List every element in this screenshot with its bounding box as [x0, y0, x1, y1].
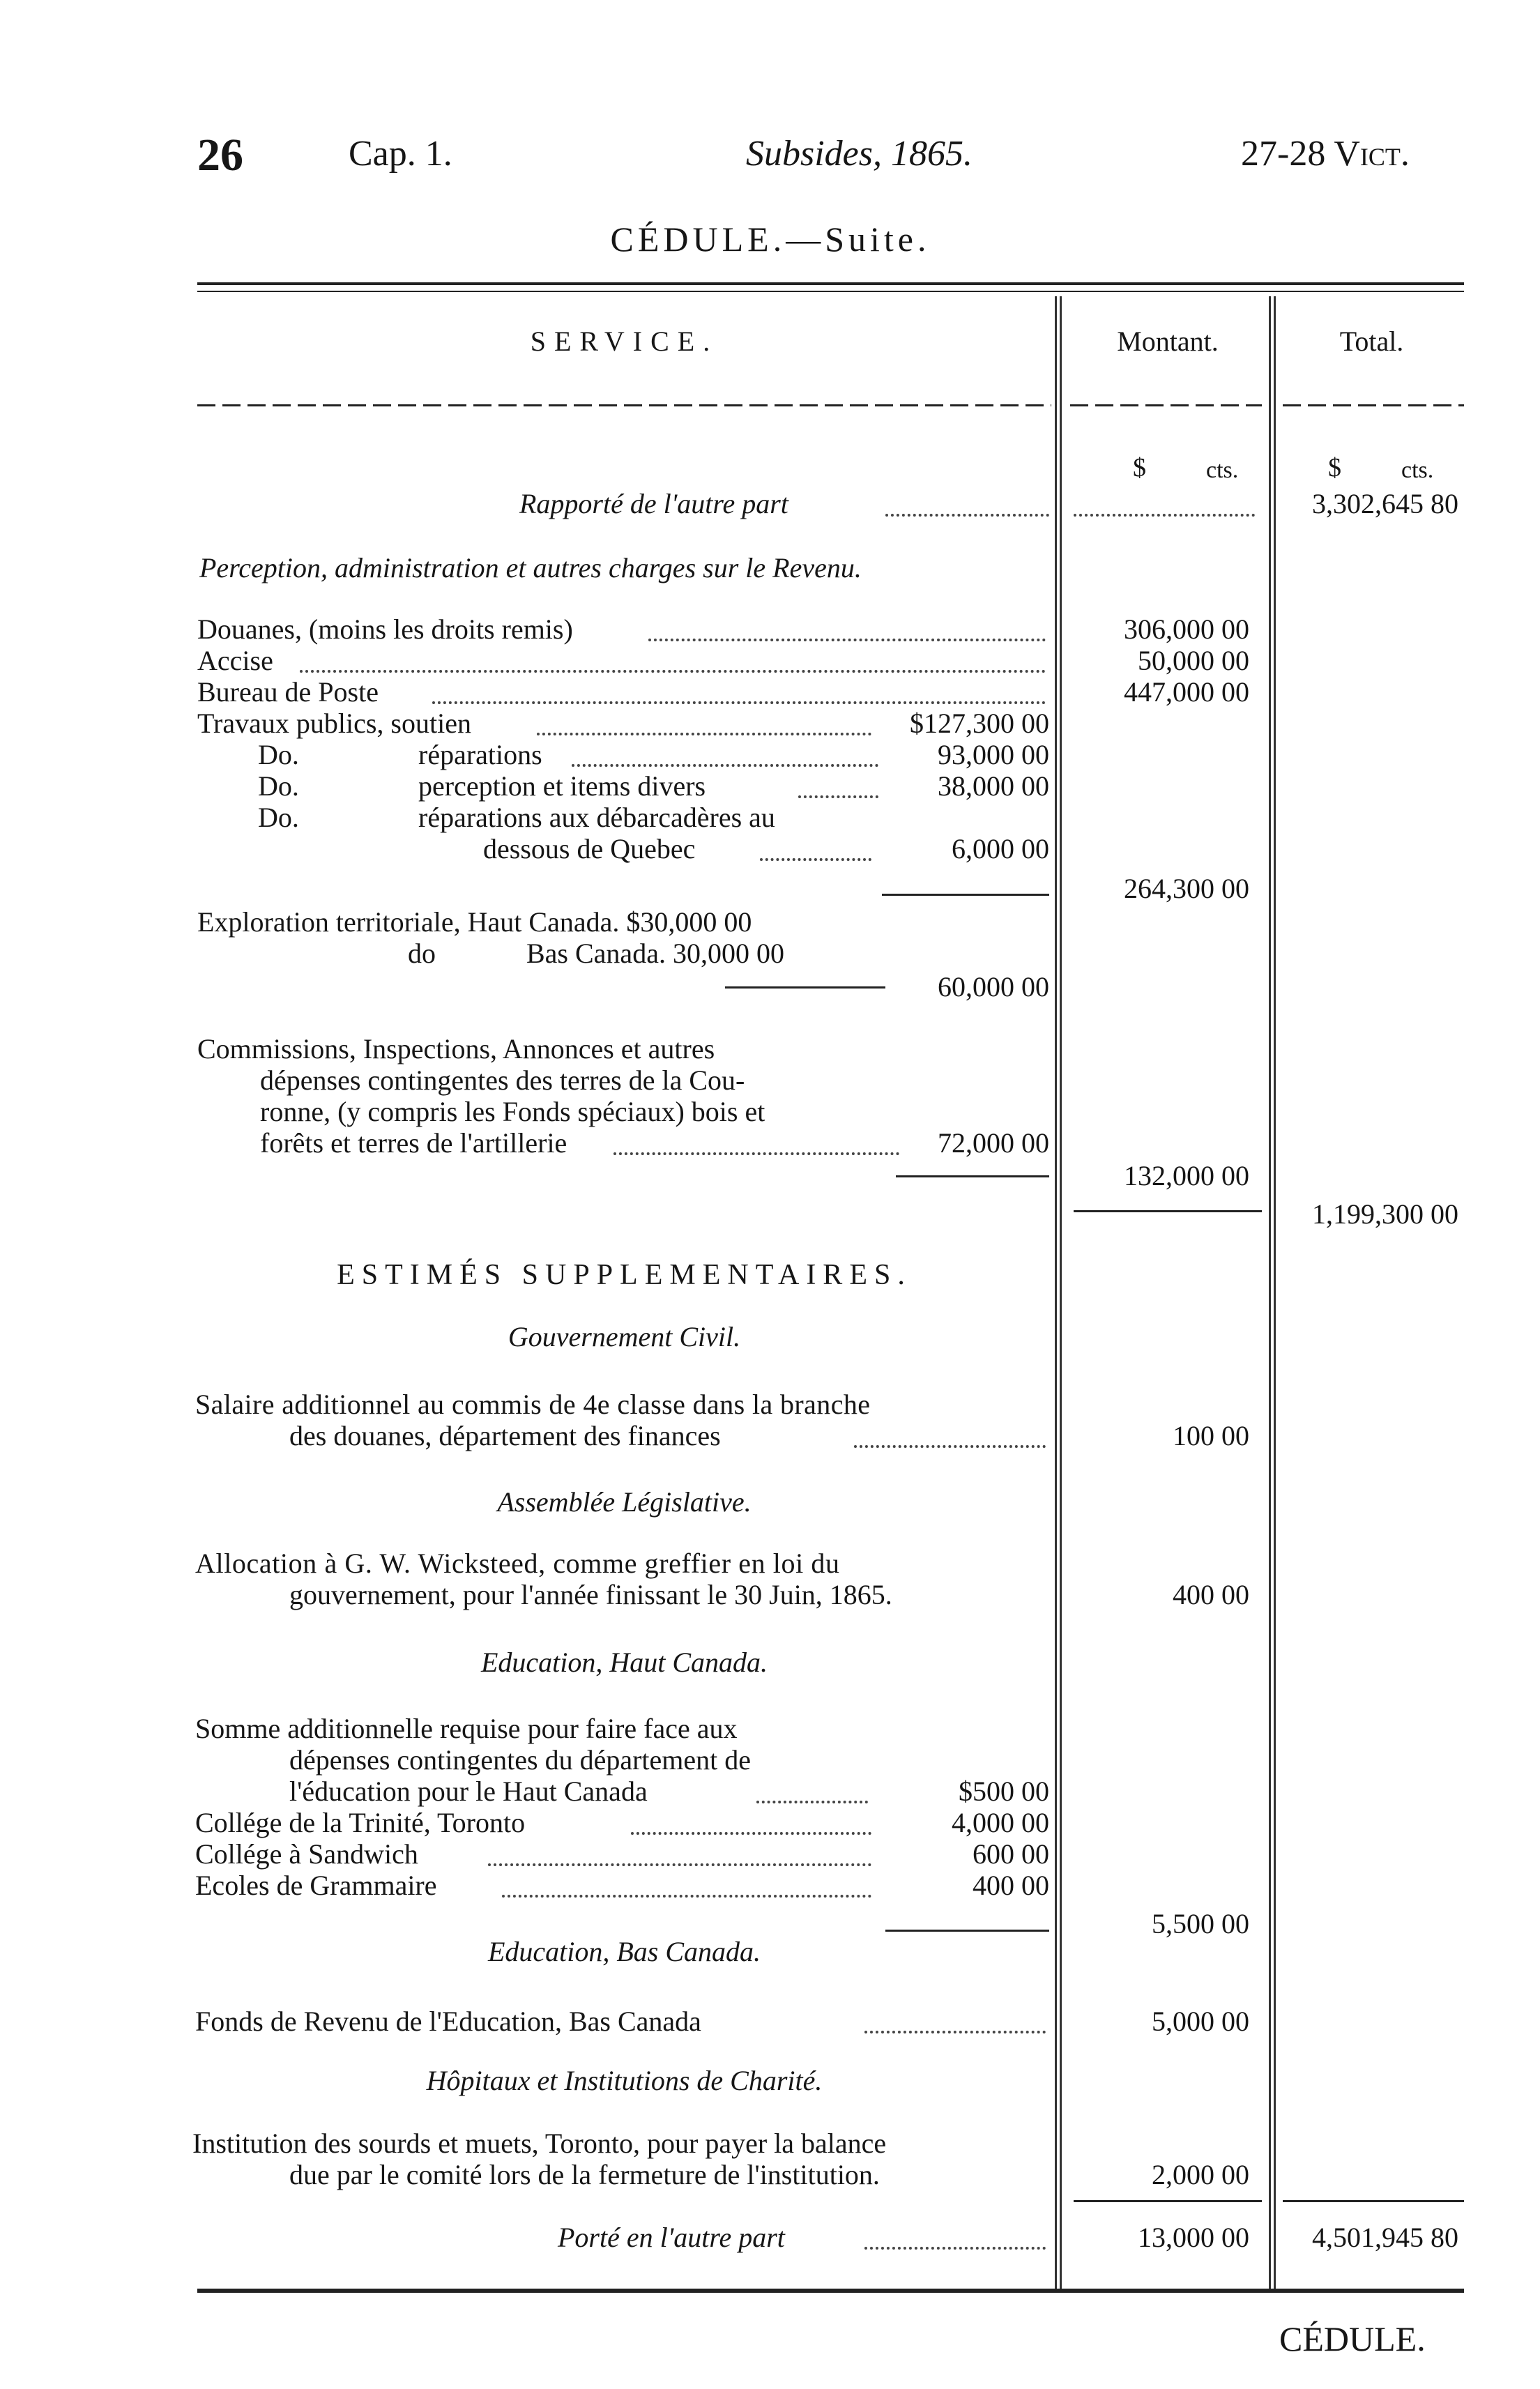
travaux-line-1-amount: $127,300 00	[910, 708, 1049, 739]
commissions-line-3: ronne, (y compris les Fonds spéciaux) bois et	[260, 1096, 765, 1127]
header-rule-service	[197, 404, 1051, 406]
hopitaux-line-2: due par le comité lors de la fermeture de l'institution.	[289, 2159, 880, 2190]
travaux-line-4-amount: 6,000 00	[952, 833, 1049, 864]
travaux-line-4-cont: dessous de Quebec	[483, 833, 696, 864]
education-hc-item-trinite-amount: 4,000 00	[952, 1807, 1049, 1838]
education-hc-rule	[885, 1930, 1049, 1932]
commissions-montant: 132,000 00	[1124, 1160, 1249, 1191]
carried-forward-montant: 13,000 00	[1138, 2222, 1249, 2253]
column-header-service: SERVICE.	[530, 326, 719, 357]
education-hc-item-grammaire: Ecoles de Grammaire	[195, 1870, 437, 1901]
column-divider-service	[1055, 296, 1057, 2290]
education-hc-montant: 5,500 00	[1152, 1908, 1249, 1939]
perception-item-poste: Bureau de Poste	[197, 676, 379, 708]
brought-forward-label: Rapporté de l'autre part	[519, 488, 788, 519]
education-bc-line-1: Fonds de Revenu de l'Education, Bas Canada	[195, 2006, 701, 2037]
hopitaux-line-1: Institution des sourds et muets, Toronto, pour payer la balance	[192, 2128, 887, 2159]
carried-forward-total: 4,501,945 80	[1312, 2222, 1458, 2253]
header-title: Subsides, 1865.	[746, 134, 973, 174]
schedule-title: CÉDULE.—Suite.	[610, 220, 931, 259]
top-rule	[197, 282, 1464, 285]
column-header-montant: Montant.	[1117, 326, 1219, 357]
perception-item-douanes-montant: 306,000 00	[1124, 613, 1249, 645]
commissions-rule	[896, 1175, 1049, 1177]
travaux-line-1: Travaux publics, soutien	[197, 708, 471, 739]
commissions-line-2: dépenses contingentes des terres de la Cou-	[260, 1064, 745, 1096]
carried-forward-rule-montant	[1074, 2200, 1262, 2202]
education-hc-item-sandwich: Collége à Sandwich	[195, 1838, 418, 1870]
education-hc-line-3-amount: $500 00	[959, 1776, 1049, 1807]
chapter-label: Cap. 1.	[349, 134, 452, 174]
header-rule-total	[1283, 404, 1464, 406]
travaux-line-4-prefix: Do.	[258, 802, 299, 833]
carried-forward-label: Porté en l'autre part	[558, 2222, 785, 2253]
travaux-line-4: réparations aux débarcadères au	[418, 802, 775, 833]
education-hc-line-3: l'éducation pour le Haut Canada	[289, 1776, 648, 1807]
assemblee-line-2: gouvernement, pour l'année finissant le 30 Juin, 1865.	[289, 1579, 892, 1610]
commissions-line-1: Commissions, Inspections, Annonces et autres	[197, 1033, 715, 1064]
perception-item-accise: Accise	[197, 645, 273, 676]
education-hc-item-sandwich-amount: 600 00	[973, 1838, 1049, 1870]
travaux-line-2-amount: 93,000 00	[938, 739, 1049, 770]
gouvernement-civil-montant: 100 00	[1173, 1420, 1249, 1451]
column-divider-montant	[1269, 296, 1271, 2290]
page-number: 26	[197, 130, 243, 181]
perception-heading: Perception, administration et autres charges sur le Revenu.	[199, 552, 862, 583]
assemblee-montant: 400 00	[1173, 1579, 1249, 1610]
education-hc-heading: Education, Haut Canada.	[480, 1647, 768, 1678]
perception-item-accise-montant: 50,000 00	[1138, 645, 1249, 676]
bottom-rule	[197, 2289, 1464, 2293]
regnal-year: 27-28 Vict.	[1241, 134, 1410, 174]
travaux-line-3: perception et items divers	[418, 770, 706, 802]
catchword: CÉDULE.	[1279, 2319, 1426, 2358]
travaux-line-3-prefix: Do.	[258, 770, 299, 802]
brought-forward-total: 3,302,645 80	[1312, 488, 1458, 519]
travaux-line-3-amount: 38,000 00	[938, 770, 1049, 802]
perception-total: 1,199,300 00	[1312, 1198, 1458, 1230]
hopitaux-heading: Hôpitaux et Institutions de Charité.	[426, 2065, 823, 2096]
column-header-total: Total.	[1339, 326, 1404, 357]
travaux-montant: 264,300 00	[1124, 873, 1249, 904]
montant-dollar-unit: $	[1133, 453, 1146, 482]
travaux-line-2: réparations	[418, 739, 542, 770]
travaux-subtotal-rule	[882, 894, 1049, 896]
column-divider-service-2	[1060, 296, 1062, 2290]
top-rule-thin	[197, 291, 1464, 292]
carried-forward-rule-total	[1283, 2200, 1464, 2202]
gouvernement-civil-line-2: des douanes, département des finances	[289, 1420, 721, 1451]
education-hc-line-2: dépenses contingentes du département de	[289, 1744, 751, 1776]
header-rule-montant	[1070, 404, 1262, 406]
montant-cents-unit: cts.	[1206, 457, 1239, 483]
perception-total-rule	[1074, 1210, 1262, 1212]
gouvernement-civil-line-1: Salaire additionnel au commis de 4e classe dans la branche	[195, 1389, 871, 1420]
commissions-amount: 72,000 00	[938, 1127, 1049, 1159]
education-bc-montant: 5,000 00	[1152, 2006, 1249, 2037]
column-divider-montant-2	[1274, 296, 1276, 2290]
hopitaux-montant: 2,000 00	[1152, 2159, 1249, 2190]
exploration-amount: 60,000 00	[938, 971, 1049, 1002]
exploration-line-2: Bas Canada. 30,000 00	[526, 938, 784, 969]
supplementary-heading: ESTIMÉS SUPPLEMENTAIRES.	[337, 1259, 912, 1291]
assemblee-line-1: Allocation à G. W. Wicksteed, comme greffier en loi du	[195, 1548, 840, 1579]
education-bc-heading: Education, Bas Canada.	[487, 1936, 761, 1967]
gouvernement-civil-heading: Gouvernement Civil.	[508, 1321, 741, 1352]
travaux-line-2-prefix: Do.	[258, 739, 299, 770]
education-hc-item-grammaire-amount: 400 00	[973, 1870, 1049, 1901]
exploration-line-1: Exploration territoriale, Haut Canada. $30,000 00	[197, 906, 752, 938]
total-dollar-unit: $	[1328, 453, 1341, 482]
total-cents-unit: cts.	[1401, 457, 1434, 483]
perception-item-douanes: Douanes, (moins les droits remis)	[197, 613, 573, 645]
assemblee-heading: Assemblée Législative.	[497, 1486, 752, 1518]
commissions-line-4: forêts et terres de l'artillerie	[260, 1127, 567, 1159]
education-hc-line-1: Somme additionnelle requise pour faire face aux	[195, 1713, 738, 1744]
exploration-line-2-prefix: do	[408, 938, 436, 969]
education-hc-item-trinite: Collége de la Trinité, Toronto	[195, 1807, 526, 1838]
perception-item-poste-montant: 447,000 00	[1124, 676, 1249, 708]
